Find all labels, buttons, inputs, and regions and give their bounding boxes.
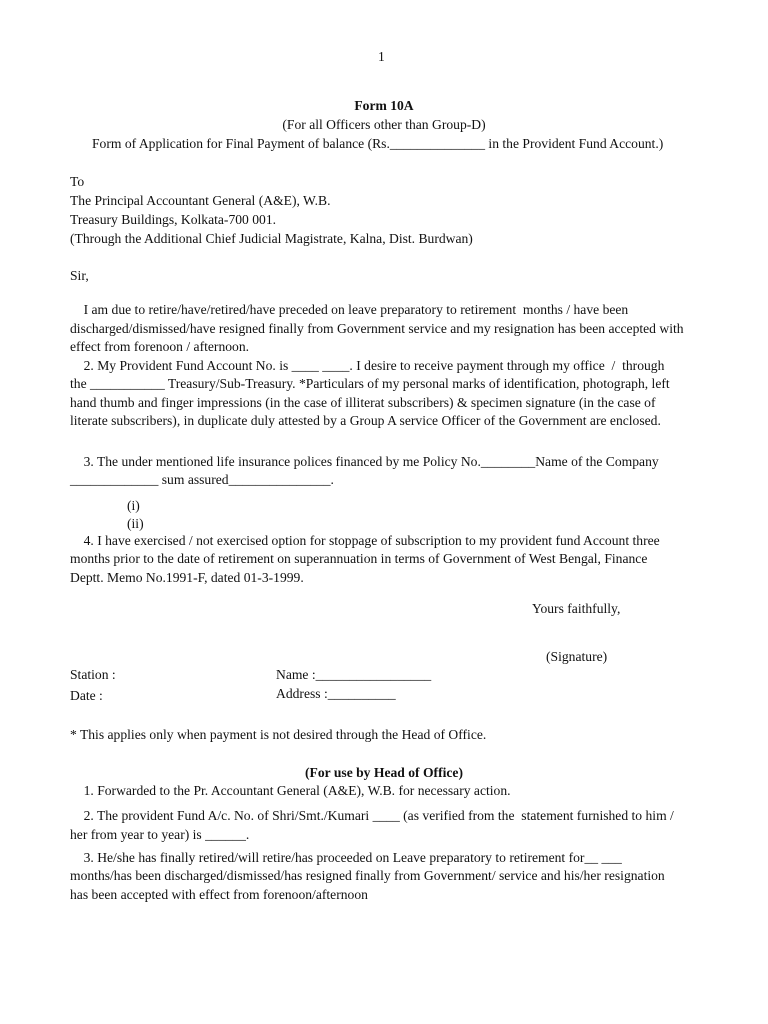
policy-item: (ii)	[127, 516, 144, 531]
paragraph-2-line: literate subscribers), in duplicate duly attested by a Group A service Officer of the Government are enclosed.	[70, 413, 661, 428]
head-office-item-2-line: her from year to year) is ______.	[70, 827, 250, 842]
date-label: Date :	[70, 688, 103, 703]
footnote: * This applies only when payment is not desired through the Head of Office.	[70, 727, 487, 742]
head-office-item-3-line: 3. He/she has finally retired/will retire/has proceeded on Leave preparatory to retirement for__ ___	[70, 850, 622, 865]
station-label: Station :	[70, 667, 116, 682]
paragraph-3-line: 3. The under mentioned life insurance polices financed by me Policy No.________Name of the Company	[70, 454, 659, 469]
paragraph-2-line: hand thumb and finger impressions (in the case of illiterat subscribers) & specimen signature (in the case of	[70, 395, 656, 410]
address-line-3: (Through the Additional Chief Judicial Magistrate, Kalna, Dist. Burdwan)	[70, 231, 473, 246]
form-subtitle: (For all Officers other than Group-D)	[282, 117, 486, 132]
paragraph-3-line: _____________ sum assured_______________.	[70, 472, 334, 487]
head-office-item-3-line: months/has been discharged/dismissed/has resigned finally from Government/ service and his/her resignation	[70, 868, 665, 883]
head-office-item-1: 1. Forwarded to the Pr. Accountant General (A&E), W.B. for necessary action.	[70, 783, 511, 798]
address-line-2: Treasury Buildings, Kolkata-700 001.	[70, 212, 277, 227]
paragraph-4-line: 4. I have exercised / not exercised option for stoppage of subscription to my provident fund Account three	[70, 533, 660, 548]
address-to: To	[70, 174, 85, 189]
paragraph-2-line: 2. My Provident Fund Account No. is ____ ____. I desire to receive payment through my office / through	[70, 358, 665, 373]
head-office-item-3-line: has been accepted with effect from forenoon/afternoon	[70, 887, 368, 902]
paragraph-2-line: the ___________ Treasury/Sub-Treasury. *Particulars of my personal marks of identification, photograph, left	[70, 376, 670, 391]
address-field-label: Address :__________	[276, 686, 396, 701]
paragraph-4-line: Deptt. Memo No.1991-F, dated 01-3-1999.	[70, 570, 304, 585]
name-field-label: Name :_________________	[276, 667, 432, 682]
salutation: Sir,	[70, 268, 89, 283]
closing: Yours faithfully,	[532, 601, 621, 616]
address-line-1: The Principal Accountant General (A&E), W.B.	[70, 193, 331, 208]
head-office-item-2-line: 2. The provident Fund A/c. No. of Shri/Smt./Kumari ____ (as verified from the statement furnished to him /	[70, 808, 674, 823]
paragraph-4-line: months prior to the date of retirement on superannuation in terms of Government of West Bengal, Finance	[70, 551, 648, 566]
form-description: Form of Application for Final Payment of balance (Rs.______________ in the Provident Fund Account.)	[92, 136, 664, 151]
page-number: 1	[378, 49, 385, 64]
signature-label: (Signature)	[546, 649, 608, 664]
head-office-heading: (For use by Head of Office)	[305, 765, 463, 780]
policy-item: (i)	[127, 498, 140, 513]
paragraph-1-line: I am due to retire/have/retired/have preceded on leave preparatory to retirement months / have been	[70, 302, 629, 317]
form-title: Form 10A	[354, 98, 414, 113]
paragraph-1-line: discharged/dismissed/have resigned finally from Government service and my resignation has been accepted with	[70, 321, 684, 336]
paragraph-1-line: effect from forenoon / afternoon.	[70, 339, 250, 354]
